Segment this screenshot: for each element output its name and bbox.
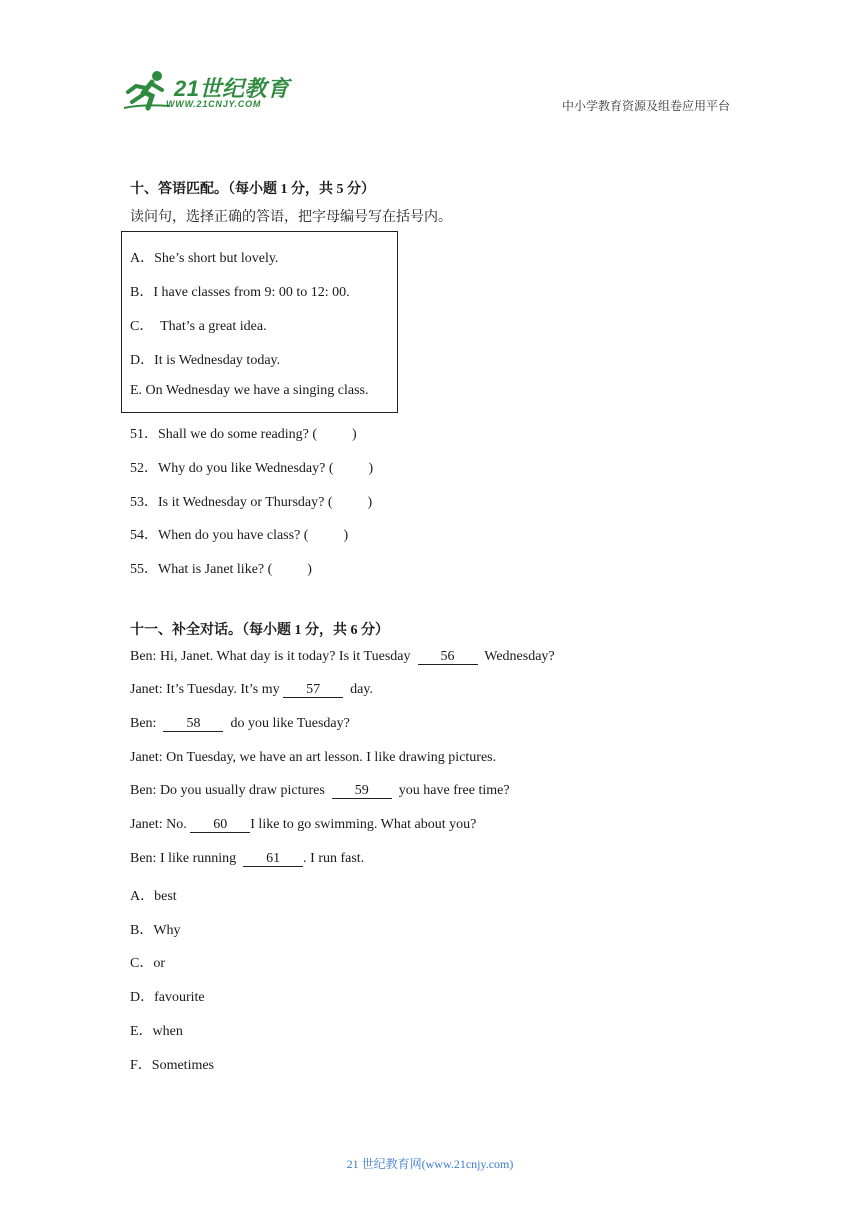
dialogue-text: Janet: It’s Tuesday. It’s my (130, 682, 284, 697)
answer-blank-57: 57 (283, 682, 343, 698)
dialogue-text: Ben: Hi, Janet. What day is it today? Is it Tuesday (130, 649, 414, 664)
site-logo (122, 68, 292, 116)
dialogue-line-60 (130, 817, 476, 833)
logo-title: 21世纪教育 (174, 76, 290, 101)
dialogue-line-58 (130, 716, 350, 732)
question-51: 51．Shall we do some reading? ( ) (130, 427, 357, 442)
word-option-c: C．or (130, 956, 165, 971)
answer-option-b: B．I have classes from 9: 00 to 12: 00. (130, 285, 350, 300)
word-option-f: F．Sometimes (130, 1058, 215, 1073)
question-55: 55．What is Janet like? ( ) (130, 562, 312, 577)
dialogue-line-art-lesson: Janet: On Tuesday, we have an art lesson. I like drawing pictures. (130, 750, 497, 765)
dialogue-text: Wednesday? (481, 649, 555, 664)
word-option-a: A．best (130, 889, 177, 904)
dialogue-text: day. (346, 682, 373, 697)
answer-blank-61: 61 (243, 851, 303, 867)
dialogue-line-57 (130, 682, 373, 698)
section-11-heading: 十一、补全对话。（每小题 1 分，共 6 分） (130, 623, 389, 638)
question-52: 52．Why do you like Wednesday? ( ) (130, 461, 374, 476)
dialogue-text: you have free time? (395, 783, 510, 798)
answer-option-c: C． That’s a great idea. (130, 319, 267, 334)
word-option-e: E．when (130, 1024, 183, 1039)
footer-link[interactable]: 21 世纪教育网(www.21cnjy.com) (346, 1157, 514, 1171)
logo-url: WWW.21CNJY.COM (166, 99, 262, 109)
question-54: 54．When do you have class? ( ) (130, 528, 349, 543)
answer-blank-56: 56 (418, 649, 478, 665)
dialogue-text: Ben: I like running (130, 851, 240, 866)
section-10-heading: 十、答语匹配。（每小题 1 分，共 5 分） (130, 182, 375, 197)
answer-blank-60: 60 (190, 817, 250, 833)
running-man-logo-icon (122, 68, 172, 112)
dialogue-line-61 (130, 851, 364, 867)
answer-blank-59: 59 (332, 783, 392, 799)
dialogue-line-56 (130, 649, 555, 665)
dialogue-line-59 (130, 783, 510, 799)
answer-option-e: E. On Wednesday we have a singing class. (130, 383, 369, 398)
dialogue-text: . I run fast. (303, 851, 365, 866)
section-10-instruction: 读问句，选择正确的答语，把字母编号写在括号内。 (130, 210, 452, 225)
question-53: 53．Is it Wednesday or Thursday? ( ) (130, 495, 373, 510)
word-option-b: B．Why (130, 923, 181, 938)
dialogue-text: I like to go swimming. What about you? (250, 817, 477, 832)
dialogue-text: Janet: No. (130, 817, 191, 832)
answer-option-d: D．It is Wednesday today. (130, 353, 281, 368)
dialogue-text: Ben: (130, 716, 160, 731)
dialogue-text: do you like Tuesday? (226, 716, 350, 731)
word-option-d: D．favourite (130, 990, 205, 1005)
answer-blank-58: 58 (163, 716, 223, 732)
answer-option-a: A．She’s short but lovely. (130, 251, 279, 266)
header-platform-text: 中小学教育资源及组卷应用平台 (561, 99, 730, 113)
dialogue-text: Ben: Do you usually draw pictures (130, 783, 329, 798)
